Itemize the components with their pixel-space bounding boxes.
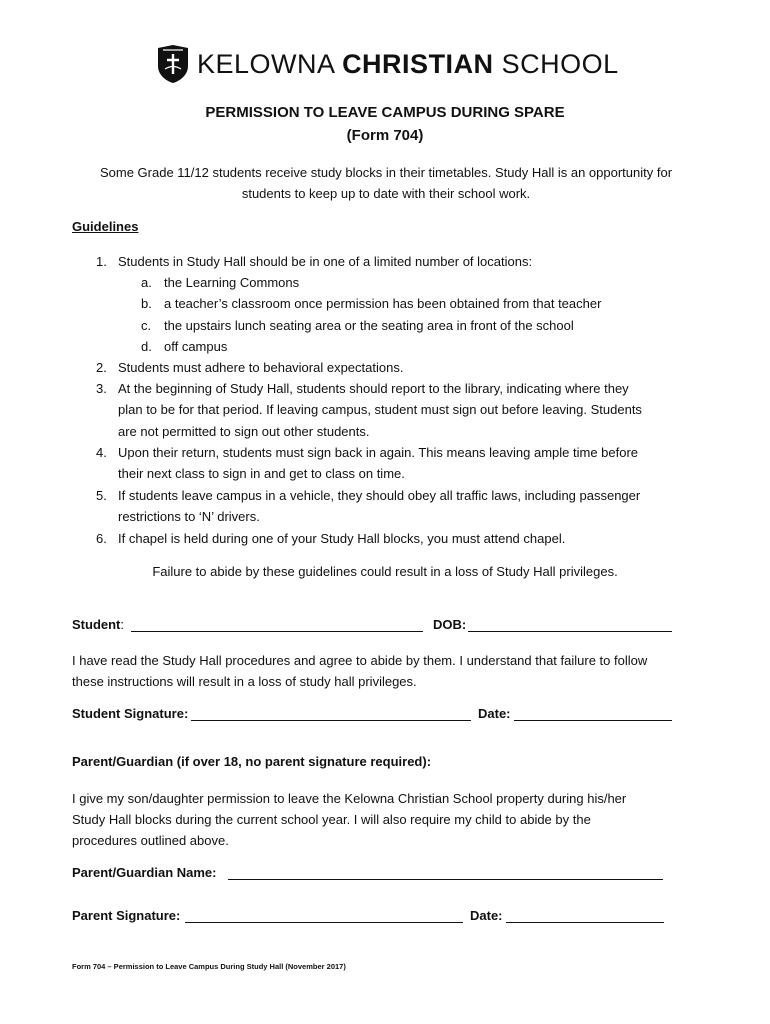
form-footer: Form 704 – Permission to Leave Campus During Study Hall (November 2017) (72, 962, 346, 971)
student-name-input[interactable] (131, 631, 423, 632)
parent-signature-label: Parent Signature: (72, 908, 181, 923)
parent-signature-input[interactable] (185, 922, 463, 923)
consent-line-3: procedures outlined above. (72, 833, 229, 848)
location-c: c. the upstairs lunch seating area or the seating area in front of the school (141, 318, 574, 333)
guideline-item-6: 6. If chapel is held during one of your Study Hall blocks, you must attend chapel. (96, 531, 566, 546)
form-title: PERMISSION TO LEAVE CAMPUS DURING SPARE (205, 104, 565, 121)
guideline-item-3: 3. At the beginning of Study Hall, students should report to the library, indicating where they plan to be for that period. If leaving campus, student must sign out before leaving. Students are not permitted to sign out other students. (96, 381, 642, 439)
student-date-input[interactable] (514, 720, 672, 721)
student-date-label: Date: (478, 706, 511, 721)
parent-section-heading: Parent/Guardian (if over 18, no parent signature required): (72, 754, 432, 769)
parent-name-label: Parent/Guardian Name: (72, 865, 217, 880)
guideline-item-4: 4. Upon their return, students must sign back in again. This means leaving ample time before their next class to sign in and get to class on time. (96, 445, 639, 482)
form-number: (Form 704) (346, 127, 424, 144)
consent-line-2: Study Hall blocks during the current school year. I will also require my child to abide by the (72, 812, 591, 827)
agreement-line-2: these instructions will result in a loss of study hall privileges. (72, 674, 417, 689)
parent-name-input[interactable] (228, 879, 663, 880)
shield-crest-icon (157, 44, 189, 84)
dob-label: DOB: (433, 617, 467, 632)
location-a: a. the Learning Commons (141, 275, 300, 290)
location-d: d. off campus (141, 339, 228, 354)
student-signature-label: Student Signature: (72, 706, 189, 721)
agreement-line-1: I have read the Study Hall procedures and agree to abide by them. I understand that failure to follow (72, 653, 648, 668)
guideline-item-5: 5. If students leave campus in a vehicle, they should obey all traffic laws, including passenger restrictions to ‘N’ drivers. (96, 488, 641, 525)
dob-input[interactable] (468, 631, 672, 632)
guidelines-heading: Guidelines (72, 219, 139, 234)
intro-line-2: students to keep up to date with their school work. (241, 186, 531, 201)
student-field-label: Student: (72, 617, 125, 632)
intro-line-1: Some Grade 11/12 students receive study blocks in their timetables. Study Hall is an opportunity for (99, 165, 673, 180)
guidelines-warning: Failure to abide by these guidelines could result in a loss of Study Hall privileges. (152, 564, 618, 579)
consent-line-1: I give my son/daughter permission to leave the Kelowna Christian School property during his/her (72, 791, 627, 806)
school-name: KELOWNA CHRISTIAN SCHOOL (197, 48, 619, 79)
parent-date-input[interactable] (506, 922, 664, 923)
guideline-item-2: 2. Students must adhere to behavioral expectations. (96, 360, 404, 375)
location-b: b. a teacher’s classroom once permission has been obtained from that teacher (141, 296, 602, 311)
parent-date-label: Date: (470, 908, 503, 923)
school-logo (157, 42, 619, 86)
student-signature-input[interactable] (191, 720, 471, 721)
guideline-item-1: 1. Students in Study Hall should be in one of a limited number of locations: (96, 254, 533, 269)
